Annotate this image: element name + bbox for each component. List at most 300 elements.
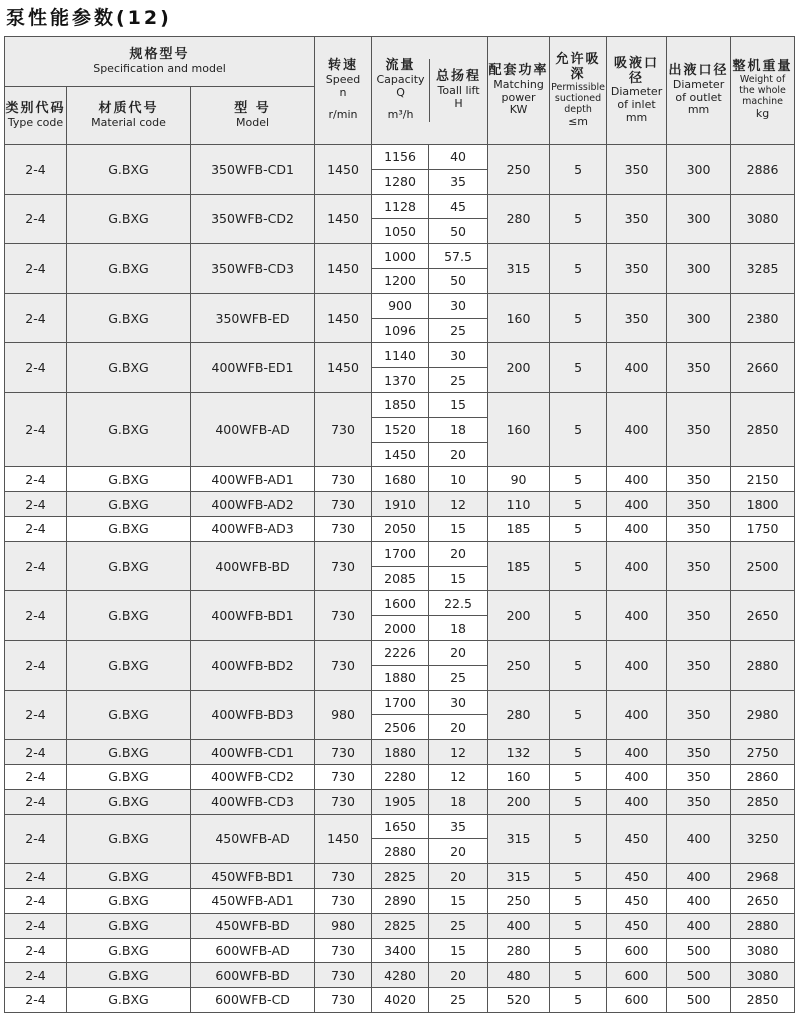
power-cell: 315 xyxy=(488,244,550,294)
weight-cell: 2980 xyxy=(731,690,795,740)
weight-zh: 整机重量 xyxy=(732,59,793,75)
capacity-cell: 1096 xyxy=(372,318,429,343)
weight-cell: 2886 xyxy=(731,145,795,195)
weight-cell: 2860 xyxy=(731,764,795,789)
spec-group-en: Specification and model xyxy=(93,61,226,75)
outlet-cell: 400 xyxy=(667,913,731,938)
inlet-cell: 400 xyxy=(607,492,667,517)
speed-cell: 1450 xyxy=(315,244,372,294)
suction-cell: 5 xyxy=(550,244,607,294)
material-code-cell: G.BXG xyxy=(67,541,191,591)
capacity-cell: 4280 xyxy=(372,963,429,988)
weight-cell: 2850 xyxy=(731,392,795,466)
inlet-cell: 400 xyxy=(607,640,667,690)
material-code-cell: G.BXG xyxy=(67,293,191,343)
inlet-cell: 400 xyxy=(607,516,667,541)
model-cell: 450WFB-AD xyxy=(191,814,315,864)
capacity-cell: 1700 xyxy=(372,541,429,566)
suction-header xyxy=(550,37,607,145)
suction-cell: 5 xyxy=(550,591,607,641)
lift-cell: 10 xyxy=(429,467,488,492)
power-cell: 132 xyxy=(488,740,550,765)
speed-cell: 730 xyxy=(315,392,372,466)
capacity-cell: 1600 xyxy=(372,591,429,616)
power-cell: 480 xyxy=(488,963,550,988)
table-row xyxy=(5,690,795,715)
model-cell: 600WFB-BD xyxy=(191,963,315,988)
outlet-cell: 500 xyxy=(667,988,731,1013)
type-code-cell: 2-4 xyxy=(5,740,67,765)
capacity-cell: 1905 xyxy=(372,789,429,814)
suction-cell: 5 xyxy=(550,988,607,1013)
weight-en: Weight of the whole machine xyxy=(739,74,786,108)
material-code-cell: G.BXG xyxy=(67,938,191,963)
lift-cell: 12 xyxy=(429,740,488,765)
speed-cell: 1450 xyxy=(315,293,372,343)
capacity-cell: 1520 xyxy=(372,417,429,442)
type-code-cell: 2-4 xyxy=(5,913,67,938)
table-row xyxy=(5,516,795,541)
outlet-cell: 400 xyxy=(667,888,731,913)
type-code-cell: 2-4 xyxy=(5,938,67,963)
suction-cell: 5 xyxy=(550,740,607,765)
power-cell: 250 xyxy=(488,640,550,690)
model-header xyxy=(191,87,315,145)
speed-cell: 730 xyxy=(315,591,372,641)
capacity-cell: 2825 xyxy=(372,864,429,889)
lift-zh: 总扬程 xyxy=(436,69,482,85)
table-row xyxy=(5,492,795,517)
speed-cell: 730 xyxy=(315,888,372,913)
lift-header xyxy=(430,59,487,122)
capacity-cell: 1880 xyxy=(372,740,429,765)
power-cell: 185 xyxy=(488,516,550,541)
weight-cell: 2500 xyxy=(731,541,795,591)
capacity-cell: 2085 xyxy=(372,566,429,591)
lift-cell: 15 xyxy=(429,392,488,417)
type-code-cell: 2-4 xyxy=(5,963,67,988)
suction-cell: 5 xyxy=(550,293,607,343)
table-row xyxy=(5,864,795,889)
outlet-cell: 350 xyxy=(667,516,731,541)
capacity-symbol: Q xyxy=(396,85,405,99)
material-code-cell: G.BXG xyxy=(67,591,191,641)
table-row xyxy=(5,293,795,318)
lift-cell: 25 xyxy=(429,665,488,690)
model-cell: 400WFB-BD3 xyxy=(191,690,315,740)
weight-cell: 3080 xyxy=(731,963,795,988)
weight-cell: 2880 xyxy=(731,913,795,938)
speed-unit: r/min xyxy=(328,108,358,122)
capacity-cell: 2050 xyxy=(372,516,429,541)
inlet-cell: 450 xyxy=(607,864,667,889)
speed-cell: 730 xyxy=(315,988,372,1013)
weight-header xyxy=(731,37,795,145)
model-en: Model xyxy=(236,115,270,129)
lift-cell: 35 xyxy=(429,169,488,194)
model-cell: 400WFB-AD2 xyxy=(191,492,315,517)
material-code-cell: G.BXG xyxy=(67,864,191,889)
lift-cell: 20 xyxy=(429,839,488,864)
inlet-cell: 400 xyxy=(607,392,667,466)
table-row xyxy=(5,988,795,1013)
material-code-cell: G.BXG xyxy=(67,492,191,517)
capacity-cell: 2825 xyxy=(372,913,429,938)
lift-cell: 20 xyxy=(429,640,488,665)
weight-cell: 3285 xyxy=(731,244,795,294)
power-cell: 110 xyxy=(488,492,550,517)
suction-cell: 5 xyxy=(550,814,607,864)
outlet-cell: 500 xyxy=(667,938,731,963)
lift-cell: 15 xyxy=(429,938,488,963)
speed-cell: 730 xyxy=(315,789,372,814)
power-cell: 90 xyxy=(488,467,550,492)
outlet-cell: 350 xyxy=(667,690,731,740)
speed-cell: 730 xyxy=(315,963,372,988)
outlet-cell: 300 xyxy=(667,244,731,294)
speed-cell: 730 xyxy=(315,541,372,591)
lift-cell: 30 xyxy=(429,293,488,318)
suction-cell: 5 xyxy=(550,516,607,541)
suction-cell: 5 xyxy=(550,789,607,814)
table-row xyxy=(5,392,795,417)
speed-cell: 730 xyxy=(315,467,372,492)
outlet-unit: mm xyxy=(687,103,710,117)
power-cell: 400 xyxy=(488,913,550,938)
inlet-cell: 400 xyxy=(607,343,667,393)
power-cell: 315 xyxy=(488,864,550,889)
outlet-cell: 300 xyxy=(667,293,731,343)
capacity-cell: 1156 xyxy=(372,145,429,170)
outlet-cell: 300 xyxy=(667,145,731,195)
suction-cell: 5 xyxy=(550,764,607,789)
inlet-cell: 400 xyxy=(607,591,667,641)
speed-cell: 980 xyxy=(315,690,372,740)
outlet-cell: 350 xyxy=(667,467,731,492)
outlet-cell: 350 xyxy=(667,343,731,393)
suction-cell: 5 xyxy=(550,541,607,591)
capacity-cell: 4020 xyxy=(372,988,429,1013)
suction-cell: 5 xyxy=(550,864,607,889)
material-code-cell: G.BXG xyxy=(67,764,191,789)
outlet-en: Diameter of outlet xyxy=(672,78,725,104)
speed-cell: 730 xyxy=(315,740,372,765)
model-cell: 400WFB-BD1 xyxy=(191,591,315,641)
power-en: Matching power xyxy=(493,78,544,104)
suction-cell: 5 xyxy=(550,963,607,988)
type-code-cell: 2-4 xyxy=(5,467,67,492)
outlet-cell: 350 xyxy=(667,591,731,641)
table-row xyxy=(5,467,795,492)
outlet-cell: 350 xyxy=(667,492,731,517)
type-code-cell: 2-4 xyxy=(5,591,67,641)
weight-cell: 1750 xyxy=(731,516,795,541)
lift-cell: 15 xyxy=(429,516,488,541)
material-code-cell: G.BXG xyxy=(67,145,191,195)
material-code-cell: G.BXG xyxy=(67,789,191,814)
capacity-cell: 2880 xyxy=(372,839,429,864)
material-code-en: Material code xyxy=(91,115,166,129)
speed-cell: 1450 xyxy=(315,343,372,393)
inlet-en: Diameter of inlet xyxy=(610,85,663,112)
lift-cell: 18 xyxy=(429,417,488,442)
lift-cell: 20 xyxy=(429,864,488,889)
weight-cell: 2380 xyxy=(731,293,795,343)
material-code-cell: G.BXG xyxy=(67,888,191,913)
inlet-cell: 450 xyxy=(607,913,667,938)
power-cell: 280 xyxy=(488,690,550,740)
lift-cell: 25 xyxy=(429,368,488,393)
power-cell: 520 xyxy=(488,988,550,1013)
table-row xyxy=(5,541,795,566)
lift-cell: 20 xyxy=(429,442,488,467)
inlet-cell: 400 xyxy=(607,789,667,814)
speed-cell: 730 xyxy=(315,492,372,517)
inlet-cell: 400 xyxy=(607,740,667,765)
inlet-cell: 600 xyxy=(607,988,667,1013)
speed-cell: 1450 xyxy=(315,194,372,244)
capacity-en: Capacity xyxy=(376,73,425,86)
lift-cell: 40 xyxy=(429,145,488,170)
inlet-unit: mm xyxy=(625,110,648,124)
suction-cell: 5 xyxy=(550,640,607,690)
outlet-cell: 350 xyxy=(667,392,731,466)
lift-cell: 20 xyxy=(429,715,488,740)
weight-cell: 2660 xyxy=(731,343,795,393)
capacity-unit: m³/h xyxy=(387,108,414,122)
lift-cell: 25 xyxy=(429,913,488,938)
model-cell: 400WFB-BD2 xyxy=(191,640,315,690)
type-code-cell: 2-4 xyxy=(5,145,67,195)
weight-cell: 2150 xyxy=(731,467,795,492)
suction-cell: 5 xyxy=(550,913,607,938)
capacity-cell: 1650 xyxy=(372,814,429,839)
table-body xyxy=(5,145,795,1013)
suction-cell: 5 xyxy=(550,392,607,466)
power-cell: 160 xyxy=(488,293,550,343)
model-cell: 350WFB-CD2 xyxy=(191,194,315,244)
lift-cell: 12 xyxy=(429,492,488,517)
weight-cell: 2750 xyxy=(731,740,795,765)
table-row xyxy=(5,963,795,988)
page-title: 泵性能参数(12) xyxy=(6,7,172,29)
power-cell: 200 xyxy=(488,343,550,393)
type-code-cell: 2-4 xyxy=(5,492,67,517)
lift-cell: 35 xyxy=(429,814,488,839)
inlet-cell: 600 xyxy=(607,938,667,963)
type-code-cell: 2-4 xyxy=(5,541,67,591)
material-code-cell: G.BXG xyxy=(67,640,191,690)
type-code-cell: 2-4 xyxy=(5,988,67,1013)
lift-cell: 18 xyxy=(429,616,488,641)
table-row xyxy=(5,343,795,368)
outlet-cell: 400 xyxy=(667,864,731,889)
type-code-header xyxy=(5,87,67,145)
type-code-cell: 2-4 xyxy=(5,392,67,466)
power-cell: 315 xyxy=(488,814,550,864)
model-zh: 型 号 xyxy=(234,100,271,116)
power-header xyxy=(488,37,550,145)
lift-symbol: H xyxy=(454,96,463,110)
outlet-cell: 400 xyxy=(667,814,731,864)
inlet-cell: 350 xyxy=(607,293,667,343)
material-code-zh: 材质代号 xyxy=(98,100,159,116)
table-row xyxy=(5,244,795,269)
inlet-header xyxy=(607,37,667,145)
suction-cell: 5 xyxy=(550,938,607,963)
material-code-cell: G.BXG xyxy=(67,194,191,244)
type-code-cell: 2-4 xyxy=(5,690,67,740)
capacity-cell: 1880 xyxy=(372,665,429,690)
type-code-cell: 2-4 xyxy=(5,516,67,541)
speed-cell: 730 xyxy=(315,516,372,541)
model-cell: 600WFB-CD xyxy=(191,988,315,1013)
speed-symbol: n xyxy=(339,85,347,99)
inlet-cell: 400 xyxy=(607,467,667,492)
weight-cell: 3250 xyxy=(731,814,795,864)
capacity-cell: 1140 xyxy=(372,343,429,368)
speed-zh: 转速 xyxy=(328,58,359,74)
lift-cell: 25 xyxy=(429,318,488,343)
power-cell: 280 xyxy=(488,194,550,244)
material-code-cell: G.BXG xyxy=(67,963,191,988)
type-code-cell: 2-4 xyxy=(5,864,67,889)
capacity-header xyxy=(372,59,430,122)
capacity-cell: 1050 xyxy=(372,219,429,244)
suction-cell: 5 xyxy=(550,690,607,740)
lift-cell: 30 xyxy=(429,690,488,715)
power-cell: 185 xyxy=(488,541,550,591)
table-row xyxy=(5,591,795,616)
capacity-cell: 1280 xyxy=(372,169,429,194)
speed-cell: 1450 xyxy=(315,145,372,195)
capacity-cell: 1450 xyxy=(372,442,429,467)
material-code-cell: G.BXG xyxy=(67,913,191,938)
inlet-cell: 350 xyxy=(607,244,667,294)
capacity-cell: 2000 xyxy=(372,616,429,641)
power-cell: 280 xyxy=(488,938,550,963)
material-code-cell: G.BXG xyxy=(67,244,191,294)
model-cell: 350WFB-CD3 xyxy=(191,244,315,294)
table-row xyxy=(5,640,795,665)
lift-cell: 50 xyxy=(429,219,488,244)
capacity-cell: 1910 xyxy=(372,492,429,517)
weight-unit: kg xyxy=(755,107,770,121)
model-cell: 600WFB-AD xyxy=(191,938,315,963)
pump-performance-table xyxy=(4,36,795,1013)
model-cell: 450WFB-BD xyxy=(191,913,315,938)
outlet-header xyxy=(667,37,731,145)
model-cell: 400WFB-AD xyxy=(191,392,315,466)
inlet-cell: 400 xyxy=(607,541,667,591)
capacity-cell: 1200 xyxy=(372,268,429,293)
weight-cell: 2850 xyxy=(731,789,795,814)
lift-cell: 15 xyxy=(429,566,488,591)
type-code-cell: 2-4 xyxy=(5,244,67,294)
power-unit: KW xyxy=(509,103,528,117)
weight-cell: 2650 xyxy=(731,591,795,641)
speed-cell: 1450 xyxy=(315,814,372,864)
lift-cell: 30 xyxy=(429,343,488,368)
capacity-cell: 1850 xyxy=(372,392,429,417)
suction-cell: 5 xyxy=(550,492,607,517)
lift-cell: 12 xyxy=(429,764,488,789)
inlet-cell: 400 xyxy=(607,764,667,789)
power-cell: 250 xyxy=(488,888,550,913)
table-row xyxy=(5,888,795,913)
material-code-cell: G.BXG xyxy=(67,740,191,765)
speed-header xyxy=(315,37,372,145)
model-cell: 400WFB-BD xyxy=(191,541,315,591)
table-row xyxy=(5,740,795,765)
model-cell: 400WFB-AD3 xyxy=(191,516,315,541)
lift-cell: 57.5 xyxy=(429,244,488,269)
material-code-cell: G.BXG xyxy=(67,467,191,492)
capacity-cell: 3400 xyxy=(372,938,429,963)
power-cell: 160 xyxy=(488,764,550,789)
material-code-cell: G.BXG xyxy=(67,343,191,393)
type-code-cell: 2-4 xyxy=(5,640,67,690)
lift-cell: 20 xyxy=(429,541,488,566)
table-header xyxy=(5,37,795,145)
power-zh: 配套功率 xyxy=(488,63,549,79)
power-cell: 250 xyxy=(488,145,550,195)
lift-cell: 25 xyxy=(429,988,488,1013)
lift-cell: 20 xyxy=(429,963,488,988)
suction-cell: 5 xyxy=(550,888,607,913)
weight-cell: 3080 xyxy=(731,938,795,963)
capacity-lift-header xyxy=(372,37,488,145)
capacity-cell: 1370 xyxy=(372,368,429,393)
suction-cell: 5 xyxy=(550,467,607,492)
capacity-cell: 1680 xyxy=(372,467,429,492)
lift-cell: 45 xyxy=(429,194,488,219)
outlet-cell: 300 xyxy=(667,194,731,244)
model-cell: 400WFB-CD1 xyxy=(191,740,315,765)
lift-cell: 15 xyxy=(429,888,488,913)
table-row xyxy=(5,913,795,938)
capacity-cell: 2890 xyxy=(372,888,429,913)
inlet-zh: 吸液口径 xyxy=(614,55,660,86)
model-cell: 400WFB-ED1 xyxy=(191,343,315,393)
capacity-cell: 1128 xyxy=(372,194,429,219)
type-code-zh: 类别代码 xyxy=(5,100,66,116)
model-cell: 350WFB-CD1 xyxy=(191,145,315,195)
speed-cell: 730 xyxy=(315,864,372,889)
weight-cell: 3080 xyxy=(731,194,795,244)
lift-cell: 22.5 xyxy=(429,591,488,616)
table-row xyxy=(5,814,795,839)
type-code-cell: 2-4 xyxy=(5,814,67,864)
weight-cell: 2850 xyxy=(731,988,795,1013)
capacity-zh: 流量 xyxy=(385,58,416,74)
weight-cell: 2880 xyxy=(731,640,795,690)
material-code-header xyxy=(67,87,191,145)
outlet-cell: 350 xyxy=(667,789,731,814)
inlet-cell: 350 xyxy=(607,145,667,195)
speed-cell: 730 xyxy=(315,938,372,963)
table-row xyxy=(5,145,795,170)
model-cell: 400WFB-CD3 xyxy=(191,789,315,814)
material-code-cell: G.BXG xyxy=(67,988,191,1013)
model-cell: 450WFB-AD1 xyxy=(191,888,315,913)
inlet-cell: 450 xyxy=(607,888,667,913)
outlet-cell: 350 xyxy=(667,764,731,789)
spec-group-zh: 规格型号 xyxy=(129,46,190,62)
inlet-cell: 450 xyxy=(607,814,667,864)
suction-cell: 5 xyxy=(550,145,607,195)
suction-cell: 5 xyxy=(550,194,607,244)
